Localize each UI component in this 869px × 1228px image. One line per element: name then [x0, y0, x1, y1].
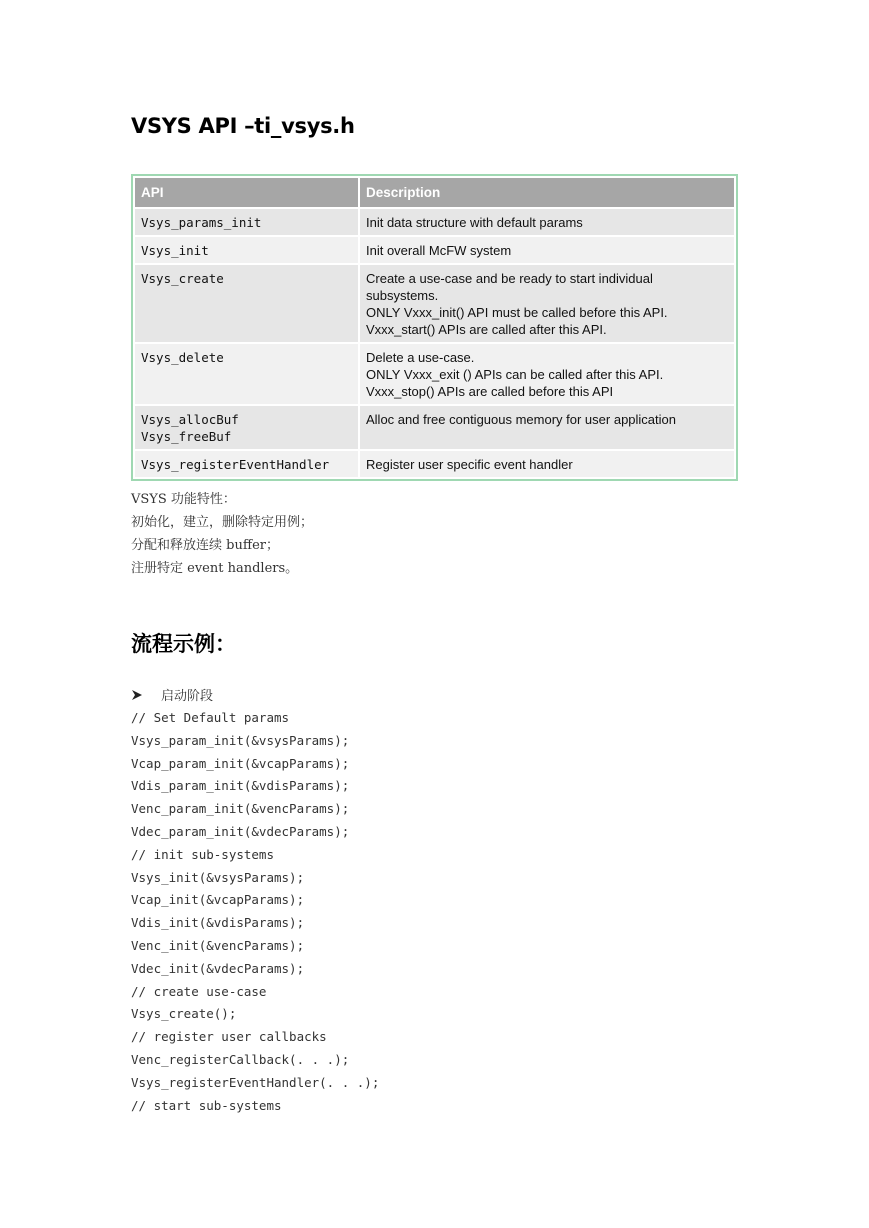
code-line: Vdec_init(&vdecParams); [131, 960, 305, 976]
api-name: Vsys_init [135, 236, 359, 264]
code-line: Vcap_init(&vcapParams); [131, 892, 305, 908]
api-name: Vsys_registerEventHandler [135, 450, 359, 477]
api-description: Init overall McFW system [359, 236, 734, 264]
code-line: Vdis_param_init(&vdisParams); [131, 778, 350, 794]
table-row [135, 405, 734, 450]
table-header-row [135, 178, 734, 208]
feature-line: 初始化，建立，删除特定用例； [131, 515, 314, 530]
code-line: Venc_registerCallback(. . .); [131, 1051, 350, 1067]
api-name: Vsys_delete [135, 343, 359, 405]
api-table-frame [131, 174, 738, 481]
code-line: Venc_param_init(&vencParams); [131, 801, 350, 817]
api-description: Delete a use-case. ONLY Vxxx_exit () APIs can be called after this API. Vxxx_stop() APIs are called before this API [359, 343, 734, 405]
header-description: Description [359, 178, 734, 208]
table-row [135, 450, 734, 477]
code-line: Vsys_create(); [131, 1006, 237, 1022]
code-line: Vsys_param_init(&vsysParams); [131, 732, 350, 748]
api-description: Register user specific event handler [359, 450, 734, 477]
table-row [135, 208, 734, 236]
code-line: // register user callbacks [131, 1029, 327, 1045]
phase-item [131, 685, 213, 704]
code-line: Venc_init(&vencParams); [131, 937, 305, 953]
page-title: VSYS API –ti_vsys.h [131, 114, 355, 138]
flow-example-heading: 流程示例： [131, 632, 236, 656]
code-line: Vdec_param_init(&vdecParams); [131, 823, 350, 839]
arrow-bullet-icon [131, 689, 143, 701]
code-line: // Set Default params [131, 710, 290, 725]
code-line: Vcap_param_init(&vcapParams); [131, 755, 350, 771]
table-row [135, 343, 734, 405]
code-line: // init sub-systems [131, 846, 274, 862]
table-row [135, 264, 734, 343]
phase-label: 启动阶段 [161, 689, 214, 704]
code-block [131, 707, 379, 1117]
api-name: Vsys_allocBuf Vsys_freeBuf [135, 405, 359, 450]
code-line: Vsys_registerEventHandler(. . .); [131, 1074, 380, 1090]
feature-line: VSYS 功能特性： [131, 492, 236, 507]
code-line: // create use-case [131, 983, 267, 999]
api-name: Vsys_params_init [135, 208, 359, 236]
api-description: Alloc and free contiguous memory for user application [359, 405, 734, 450]
feature-line: 注册特定 event handlers。 [131, 561, 299, 576]
code-line: Vsys_init(&vsysParams); [131, 869, 305, 885]
code-line: Vdis_init(&vdisParams); [131, 915, 305, 931]
table-row [135, 236, 734, 264]
feature-list [131, 488, 313, 580]
code-line: // start sub-systems [131, 1097, 282, 1113]
api-description: Create a use-case and be ready to start individual subsystems. ONLY Vxxx_init() API must be called before this API. Vxxx_start() APIs are called after this API. [359, 264, 734, 343]
header-api: API [135, 178, 359, 208]
feature-line: 分配和释放连续 buffer； [131, 538, 279, 553]
api-table [135, 178, 734, 477]
api-name: Vsys_create [135, 264, 359, 343]
api-description: Init data structure with default params [359, 208, 734, 236]
